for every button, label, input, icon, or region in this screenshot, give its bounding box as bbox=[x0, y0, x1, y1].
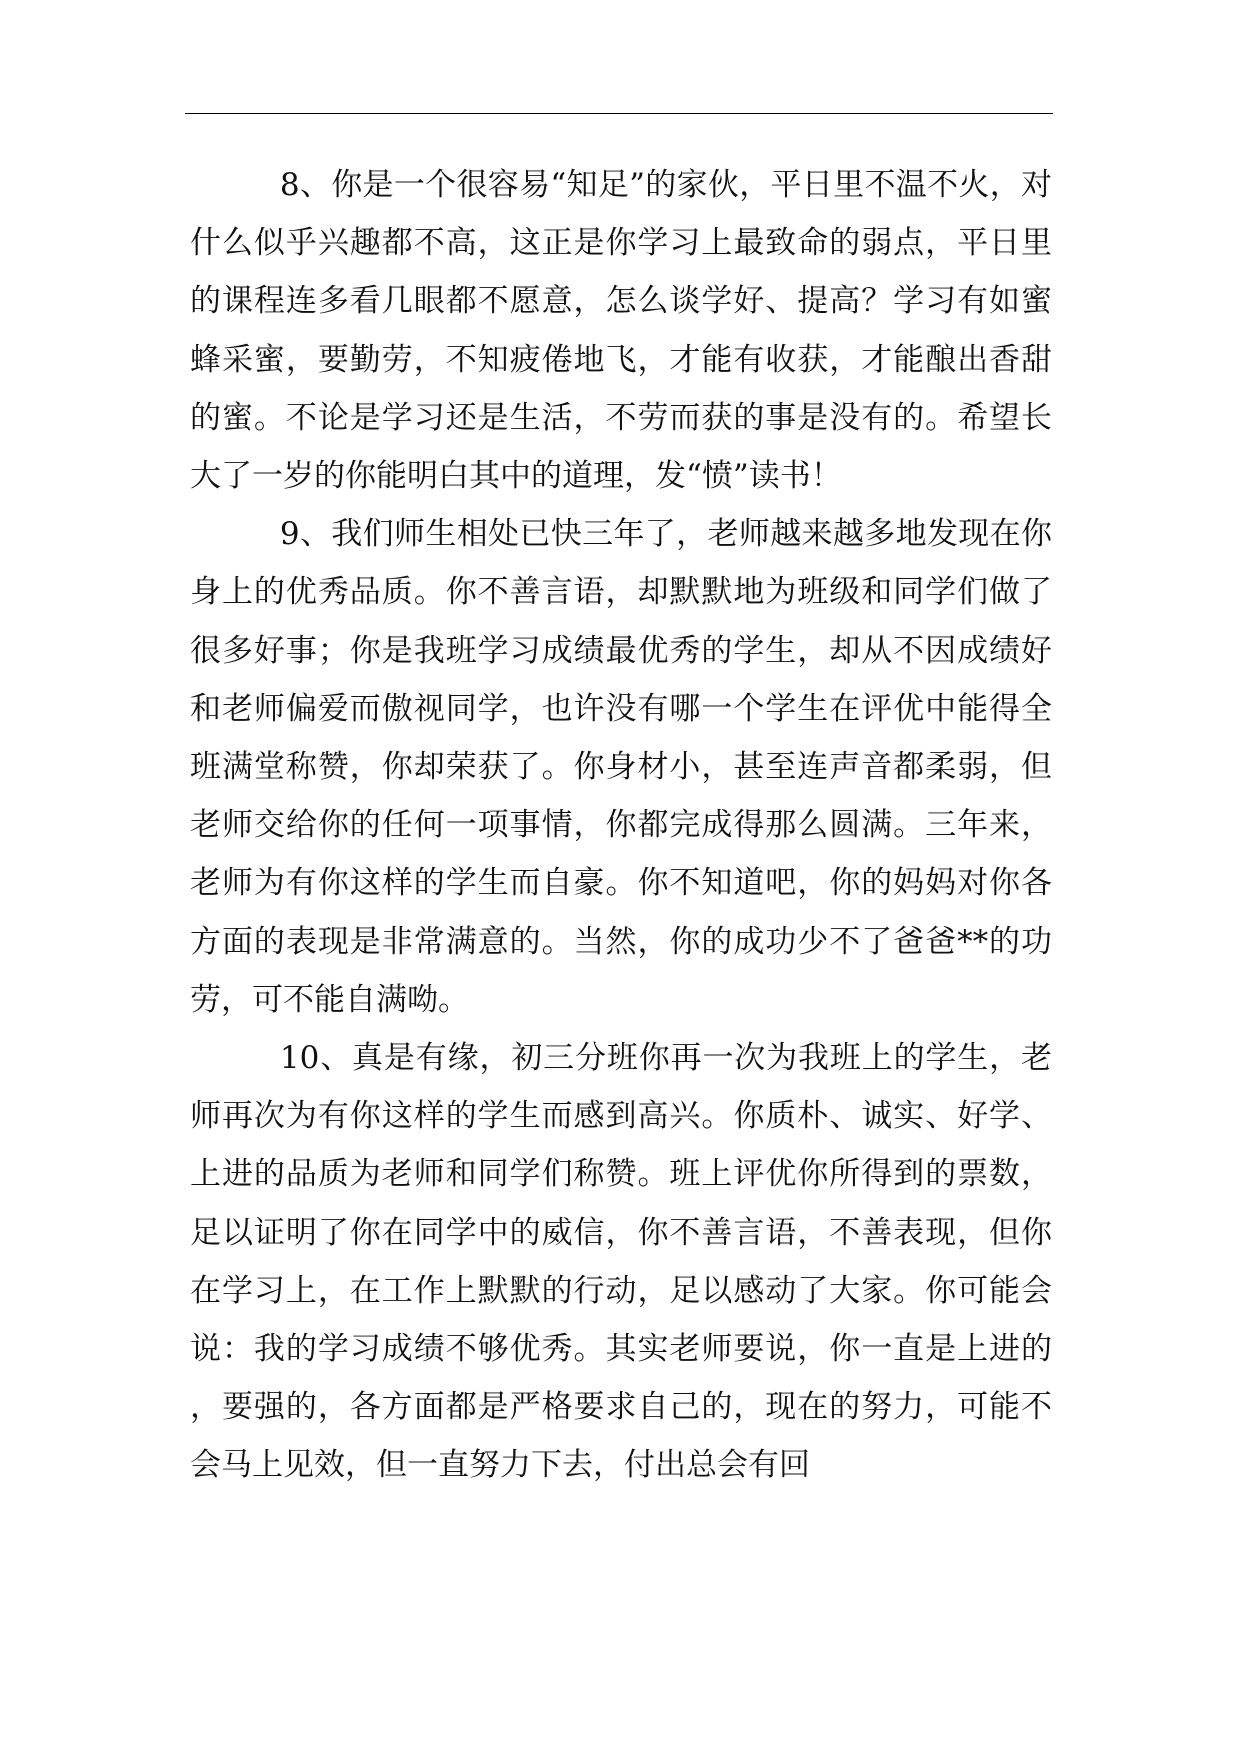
paragraph-9: 9、我们师生相处已快三年了，老师越来越多地发现在你身上的优秀品质。你不善言语，却默默地为班级和同学们做了很多好事；你是我班学习成绩最优秀的学生，却从不因成绩好和老师偏爱而傲视同学，也许没有哪一个学生在评优中能得全班满堂称赞，你却荣获了。你身材小，甚至连声音都柔弱，但老师交给你的任何一项事情，你都完成得那么圆满。三年来，老师为有你这样的学生而自豪。你不知道吧，你的妈妈对你各方面的表现是非常满意的。当然，你的成功少不了爸爸**的功劳，可不能自满呦。 bbox=[190, 516, 1052, 1018]
paragraph-8: 8、你是一个很容易“知足”的家伙，平日里不温不火，对什么似乎兴趣都不高，这正是你学习上最致命的弱点，平日里的课程连多看几眼都不愿意，怎么谈学好、提高？学习有如蜜蜂采蜜，要勤劳，不知疲倦地飞，才能有收获，才能酿出香甜的蜜。不论是学习还是生活，不劳而获的事是没有的。希望长大了一岁的你能明白其中的道理，发“愤”读书！ bbox=[190, 167, 1052, 495]
paragraph-10: 10、真是有缘，初三分班你再一次为我班上的学生，老师再次为有你这样的学生而感到高兴。你质朴、诚实、好学、上进的品质为老师和同学们称赞。班上评优你所得到的票数，足以证明了你在同学中的威信，你不善言语，不善表现，但你在学习上，在工作上默默的行动，足以感动了大家。你可能会说：我的学习成绩不够优秀。其实老师要说，你一直是上进的，要强的，各方面都是严格要求自己的，现在的努力，可能不会马上见效，但一直努力下去，付出总会有回 bbox=[190, 1040, 1052, 1484]
document-body bbox=[190, 156, 1052, 1495]
header-rule bbox=[185, 113, 1053, 114]
